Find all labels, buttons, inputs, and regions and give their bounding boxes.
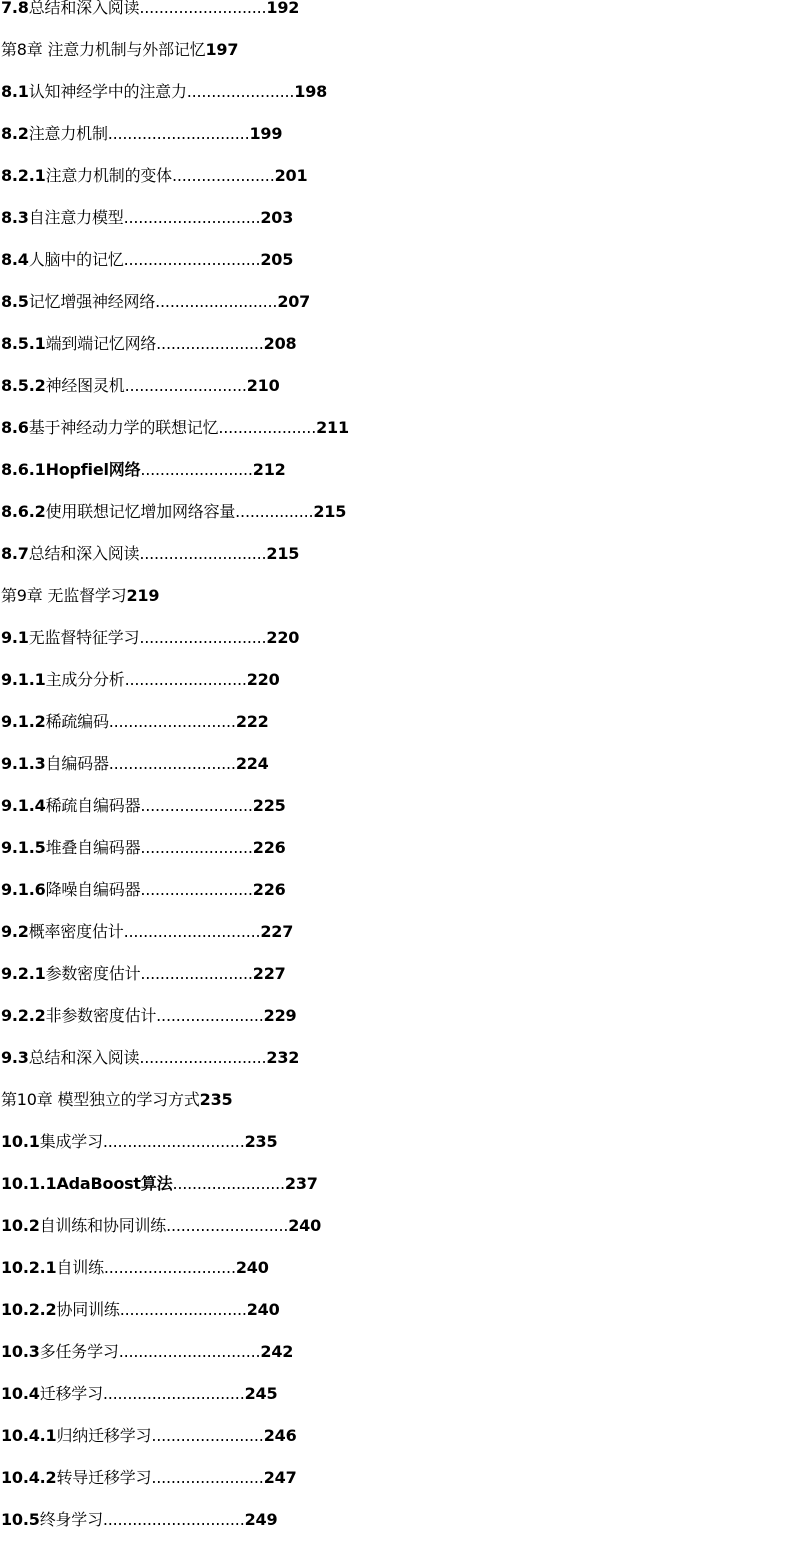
toc-title: 自编码器 xyxy=(45,754,109,773)
toc-leader: ..................... xyxy=(171,166,275,185)
toc-page-number: 224 xyxy=(235,754,269,773)
toc-entry xyxy=(0,869,790,911)
toc-entry xyxy=(0,1415,790,1457)
toc-number: 10.4.1 xyxy=(1,1426,57,1445)
toc-entry xyxy=(0,449,790,491)
toc-page-number: 240 xyxy=(235,1258,269,1277)
toc-number: 8.4 xyxy=(1,250,29,269)
toc-page-number: 201 xyxy=(274,166,308,185)
toc-title: 参数密度估计 xyxy=(45,964,141,983)
toc-page-number: 242 xyxy=(260,1342,294,1361)
toc-page-number: 210 xyxy=(246,376,280,395)
toc-title: 稀疏自编码器 xyxy=(45,796,141,815)
toc-title: 堆叠自编码器 xyxy=(45,838,141,857)
toc-leader: .......................... xyxy=(139,0,267,17)
toc-page-number: 226 xyxy=(252,880,286,899)
toc-entry xyxy=(0,281,790,323)
toc-page-number: 192 xyxy=(266,0,300,17)
toc-number: 第8章 xyxy=(1,40,48,59)
toc-leader: ....................... xyxy=(140,964,253,983)
toc-leader: .......................... xyxy=(139,628,267,647)
toc-leader: .......................... xyxy=(108,754,236,773)
toc-title: 神经图灵机 xyxy=(45,376,125,395)
toc-number: 9.1.3 xyxy=(1,754,46,773)
toc-entry xyxy=(0,617,790,659)
toc-page-number: 212 xyxy=(252,460,286,479)
toc-leader: .................... xyxy=(218,418,317,437)
toc-title: 自训练 xyxy=(56,1258,104,1277)
toc-chapter xyxy=(0,29,790,71)
toc-title: 概率密度估计 xyxy=(28,922,124,941)
toc-leader: ......................... xyxy=(124,376,247,395)
toc-title: 模型独立的学习方式 xyxy=(57,1090,200,1109)
toc-title: AdaBoost算法 xyxy=(56,1174,173,1193)
toc-page-number: 240 xyxy=(288,1216,322,1235)
toc-entry xyxy=(0,533,790,575)
toc-page-number: 211 xyxy=(316,418,349,437)
toc-leader: ............................ xyxy=(123,208,261,227)
toc-number: 10.2.1 xyxy=(1,1258,57,1277)
toc-number: 8.1 xyxy=(1,82,29,101)
toc-page-number: 205 xyxy=(260,250,294,269)
toc-entry xyxy=(0,1121,790,1163)
toc-page-number: 197 xyxy=(205,40,239,59)
toc-title: 总结和深入阅读 xyxy=(28,0,140,17)
toc-number: 10.2.2 xyxy=(1,1300,57,1319)
toc-number: 9.1.6 xyxy=(1,880,46,899)
toc-page-number: 225 xyxy=(252,796,286,815)
toc-page-number: 235 xyxy=(199,1090,233,1109)
toc-entry xyxy=(0,1457,790,1499)
toc-title: 协同训练 xyxy=(56,1300,120,1319)
toc-leader: ...................... xyxy=(156,1006,264,1025)
toc-title: 终身学习 xyxy=(39,1510,103,1529)
toc-entry xyxy=(0,1289,790,1331)
toc-page-number: 207 xyxy=(277,292,311,311)
toc-title: 归纳迁移学习 xyxy=(56,1426,152,1445)
toc-number: 第9章 xyxy=(1,586,48,605)
toc-number: 10.4.2 xyxy=(1,1468,57,1487)
toc-page-number: 219 xyxy=(126,586,160,605)
toc-leader: ....................... xyxy=(140,796,253,815)
toc-entry xyxy=(0,659,790,701)
toc-leader: ............................. xyxy=(107,124,250,143)
toc-title: 降噪自编码器 xyxy=(45,880,141,899)
toc-number: 8.6 xyxy=(1,418,29,437)
toc-entry xyxy=(0,995,790,1037)
toc-number: 8.3 xyxy=(1,208,29,227)
toc-title: 人脑中的记忆 xyxy=(28,250,124,269)
toc-title: 自训练和协同训练 xyxy=(39,1216,167,1235)
toc-title: Hopfiel网络 xyxy=(45,460,141,479)
toc-title: 注意力机制的变体 xyxy=(45,166,172,185)
toc-number: 9.2.2 xyxy=(1,1006,46,1025)
toc-leader: ....................... xyxy=(140,880,253,899)
toc-number: 9.1 xyxy=(1,628,29,647)
toc-title: 集成学习 xyxy=(39,1132,103,1151)
toc-page-number: 240 xyxy=(246,1300,280,1319)
toc-leader: .......................... xyxy=(119,1300,247,1319)
toc-number: 10.1 xyxy=(1,1132,40,1151)
toc-page-number: 229 xyxy=(263,1006,297,1025)
toc-leader: ...................... xyxy=(186,82,295,101)
toc-page-number: 198 xyxy=(294,82,328,101)
toc-title: 端到端记忆网络 xyxy=(45,334,157,353)
toc-number: 10.2 xyxy=(1,1216,40,1235)
toc-page-number: 237 xyxy=(284,1174,318,1193)
toc-title: 基于神经动力学的联想记忆 xyxy=(28,418,219,437)
toc-page-number: 222 xyxy=(235,712,269,731)
toc-number: 8.6.2 xyxy=(1,502,46,521)
toc-number: 9.3 xyxy=(1,1048,29,1067)
toc-entry xyxy=(0,1037,790,1079)
toc-title: 迁移学习 xyxy=(39,1384,103,1403)
toc-entry xyxy=(0,0,790,29)
toc-number: 9.1.1 xyxy=(1,670,46,689)
toc-entry xyxy=(0,323,790,365)
toc-leader: .......................... xyxy=(139,1048,267,1067)
toc-entry xyxy=(0,1247,790,1289)
toc-leader: ................ xyxy=(235,502,314,521)
toc-page-number: 249 xyxy=(244,1510,278,1529)
toc-page-number: 226 xyxy=(252,838,286,857)
toc-title: 主成分分析 xyxy=(45,670,125,689)
toc-leader: ........................... xyxy=(103,1258,236,1277)
toc-entry xyxy=(0,407,790,449)
toc-page-number: 215 xyxy=(313,502,347,521)
toc-number: 9.2 xyxy=(1,922,29,941)
toc-page-number: 235 xyxy=(244,1132,278,1151)
toc-title: 总结和深入阅读 xyxy=(28,1048,140,1067)
toc-entry xyxy=(0,1205,790,1247)
toc-entry xyxy=(0,491,790,533)
toc-entry xyxy=(0,953,790,995)
toc-page-number: 247 xyxy=(263,1468,297,1487)
toc-entry xyxy=(0,827,790,869)
toc-leader: ....................... xyxy=(151,1426,264,1445)
toc-entry xyxy=(0,743,790,785)
toc-number: 8.6.1 xyxy=(1,460,46,479)
toc-leader: ....................... xyxy=(172,1174,285,1193)
toc-number: 10.3 xyxy=(1,1342,40,1361)
toc-page-number: 220 xyxy=(246,670,280,689)
toc-leader: ............................. xyxy=(102,1384,245,1403)
toc-page-number: 208 xyxy=(263,334,297,353)
toc-leader: ....................... xyxy=(140,460,253,479)
toc-title: 无监督学习 xyxy=(47,586,127,605)
toc-title: 使用联想记忆增加网络容量 xyxy=(45,502,236,521)
toc-page-number: 215 xyxy=(266,544,300,563)
toc-title: 非参数密度估计 xyxy=(45,1006,157,1025)
toc-number: 10.5 xyxy=(1,1510,40,1529)
toc-title: 认知神经学中的注意力 xyxy=(28,82,187,101)
toc-leader: ......................... xyxy=(155,292,278,311)
toc-entry xyxy=(0,365,790,407)
toc-entry xyxy=(0,1499,790,1541)
toc-number: 9.1.2 xyxy=(1,712,46,731)
toc-entry xyxy=(0,701,790,743)
toc-number: 8.2 xyxy=(1,124,29,143)
toc-page-number: 232 xyxy=(266,1048,300,1067)
toc-title: 自注意力模型 xyxy=(28,208,124,227)
toc-number: 8.7 xyxy=(1,544,29,563)
toc-leader: ....................... xyxy=(151,1468,264,1487)
toc-leader: ...................... xyxy=(156,334,264,353)
toc-entry xyxy=(0,71,790,113)
toc-title: 转导迁移学习 xyxy=(56,1468,152,1487)
toc-number: 7.8 xyxy=(1,0,29,17)
toc-page-number: 220 xyxy=(266,628,300,647)
toc-leader: .......................... xyxy=(139,544,267,563)
toc-leader: ............................. xyxy=(102,1510,245,1529)
toc-leader: ............................. xyxy=(102,1132,245,1151)
toc-entry xyxy=(0,785,790,827)
toc-title: 无监督特征学习 xyxy=(28,628,140,647)
toc-entry xyxy=(0,1373,790,1415)
toc-leader: ............................. xyxy=(118,1342,261,1361)
toc-entry xyxy=(0,239,790,281)
toc-title: 注意力机制与外部记忆 xyxy=(47,40,206,59)
toc-number: 9.1.5 xyxy=(1,838,46,857)
toc-title: 总结和深入阅读 xyxy=(28,544,140,563)
toc-entry xyxy=(0,197,790,239)
toc-page-number: 227 xyxy=(252,964,286,983)
toc-number: 第10章 xyxy=(1,1090,58,1109)
toc-page-number: 199 xyxy=(249,124,283,143)
toc-number: 8.5 xyxy=(1,292,29,311)
toc-leader: ......................... xyxy=(166,1216,289,1235)
toc-number: 8.5.2 xyxy=(1,376,46,395)
toc-leader: ....................... xyxy=(140,838,253,857)
toc-leader: ............................ xyxy=(123,250,261,269)
toc-number: 10.4 xyxy=(1,1384,40,1403)
toc-number: 9.1.4 xyxy=(1,796,46,815)
toc-page-number: 203 xyxy=(260,208,294,227)
toc-leader: .......................... xyxy=(108,712,236,731)
toc-chapter xyxy=(0,1079,790,1121)
toc-entry xyxy=(0,1163,790,1205)
toc-page-number: 246 xyxy=(263,1426,297,1445)
toc-chapter xyxy=(0,575,790,617)
toc-number: 8.5.1 xyxy=(1,334,46,353)
toc-page-number: 245 xyxy=(244,1384,278,1403)
toc-leader: ......................... xyxy=(124,670,247,689)
toc-title: 稀疏编码 xyxy=(45,712,109,731)
toc-number: 8.2.1 xyxy=(1,166,46,185)
toc-entry xyxy=(0,911,790,953)
toc-number: 10.1.1 xyxy=(1,1174,57,1193)
toc-entry xyxy=(0,155,790,197)
toc-leader: ............................ xyxy=(123,922,261,941)
toc-title: 注意力机制 xyxy=(28,124,108,143)
toc-number: 9.2.1 xyxy=(1,964,46,983)
toc-title: 多任务学习 xyxy=(39,1342,119,1361)
toc-entry xyxy=(0,1331,790,1373)
toc-entry xyxy=(0,113,790,155)
toc-title: 记忆增强神经网络 xyxy=(28,292,156,311)
toc-page-number: 227 xyxy=(260,922,294,941)
